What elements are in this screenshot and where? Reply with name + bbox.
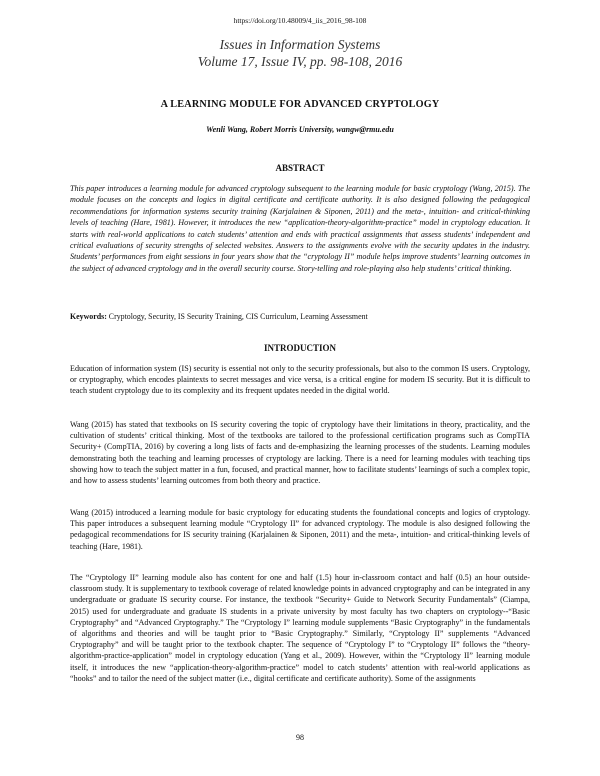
paper-title: A LEARNING MODULE FOR ADVANCED CRYPTOLOGY	[160, 99, 440, 110]
page-number: 98	[296, 733, 304, 742]
volume-line: Volume 17, Issue IV, pp. 98-108, 2016	[197, 54, 403, 69]
keywords-list: Cryptology, Security, IS Security Training, CIS Curriculum, Learning Assessment	[106, 312, 368, 321]
abstract-heading: ABSTRACT	[275, 163, 325, 173]
intro-paragraph-3: Wang (2015) introduced a learning module for basic cryptology for educating students the foundational concepts and logics of cryptology. This paper introduces a subsequent learning module “Cryptology II” for advanced cryptology. The module is also designed following the pedagogical recommendations for IS security training (Karjalainen & Siponen, 2011) and the meta-, intuition- and critical-thinking levels of teaching (Hare, 1981).	[70, 508, 530, 551]
doi-link[interactable]: https://doi.org/10.48009/4_iis_2016_98-108	[233, 16, 367, 25]
keywords-label: Keywords:	[70, 312, 107, 321]
journal-header	[0, 36, 600, 70]
intro-paragraph-4: The “Cryptology II” learning module also has content for one and half (1.5) hour in-classroom contact and half (0.5) an hour outside-classroom study. It is supplementary to textbook coverage of related knowledge points in advanced cryptography and can be integrated in any undergraduate or graduate IS security course. For instance, the textbook “Security+ Guide to Network Security Fundamentals” (Ciampa, 2015) used for undergraduate and graduate IS students in a private university by most faculty has two chapters on cryptology--“Basic Cryptography” and “Advanced Cryptography.” The “Cryptology I” learning module supplements “Basic Cryptography” in the fundamentals of algorithms and theories and will be taught prior to “Basic Cryptography.” Similarly, “Cryptology II” supplements “Advanced Cryptography” and will be taught prior to the textbook chapter. The sequence of “Cryptology I” to “Cryptology II” follows the “theory-algorithm-practice-application” model in cryptology education (Yang et al., 2009). However, within the “Cryptology II” learning module itself, it introduces the new “application-theory-algorithm-practice” model to catch students’ attention with real-world applications as “hooks” and to tailor the need of the subject matter (i.e., digital certificate and certificate authority). Some of the assignments	[70, 573, 530, 683]
journal-name: Issues in Information Systems	[219, 37, 381, 52]
abstract-text: This paper introduces a learning module for advanced cryptology subsequent to the learning module for basic cryptology (Wang, 2015). The module focuses on the concepts and logics in digital certificate and certificate authority. It is also designed following the pedagogical recommendations for information systems security training (Karjalainen & Siponen, 2011) and the meta-, intuition- and critical-thinking levels of teaching (Hare, 1981). However, it introduces the new “application-theory-algorithm-practice” model in cryptology education. It starts with real-world applications to catch students’ attention and ends with practical assignments that assess students’ independent and critical evaluations of security strengths of selected websites. Answers to the assignments evolve with the security updates in the industry. Students’ performances from eight sessions in four years show that the “cryptology II” module helps improve students’ learning outcomes in the subject of advanced cryptology and in the overall security course. Story-telling and role-playing also help students’ critical thinking.	[70, 184, 530, 273]
keywords	[70, 311, 530, 322]
paper-authors: Wenli Wang, Robert Morris University, wangw@rmu.edu	[206, 125, 394, 134]
introduction-heading: INTRODUCTION	[263, 343, 336, 353]
intro-paragraph-1: Education of information system (IS) security is essential not only to the security professionals, but also to the common IS users. Cryptology, or cryptography, which encodes plaintexts to secret messages and vice versa, is a critical engine for modern IS security. But it is difficult to teach student cryptology due to its complexity and its frequent updates needed in the digital world.	[70, 364, 530, 396]
intro-paragraph-2: Wang (2015) has stated that textbooks on IS security covering the topic of cryptology have their limitations in theory, practicality, and the cultivation of students’ critical thinking. Most of the textbooks are tailored to the professional certification programs such as CompTIA Security+ (CompTIA, 2016) by covering a long lists of facts and de-emphasizing the learning processes of the students. Learning modules demonstrating both the teaching and learning processes of cryptology are lacking. There is a need for learning modules with teaching tips showing how to teach the subject matter in a fun, focused, and practical manner, how to facilitate students’ learnings of such a complex topic, and how to assess students’ learning outcomes from both theory and practice.	[70, 420, 530, 486]
